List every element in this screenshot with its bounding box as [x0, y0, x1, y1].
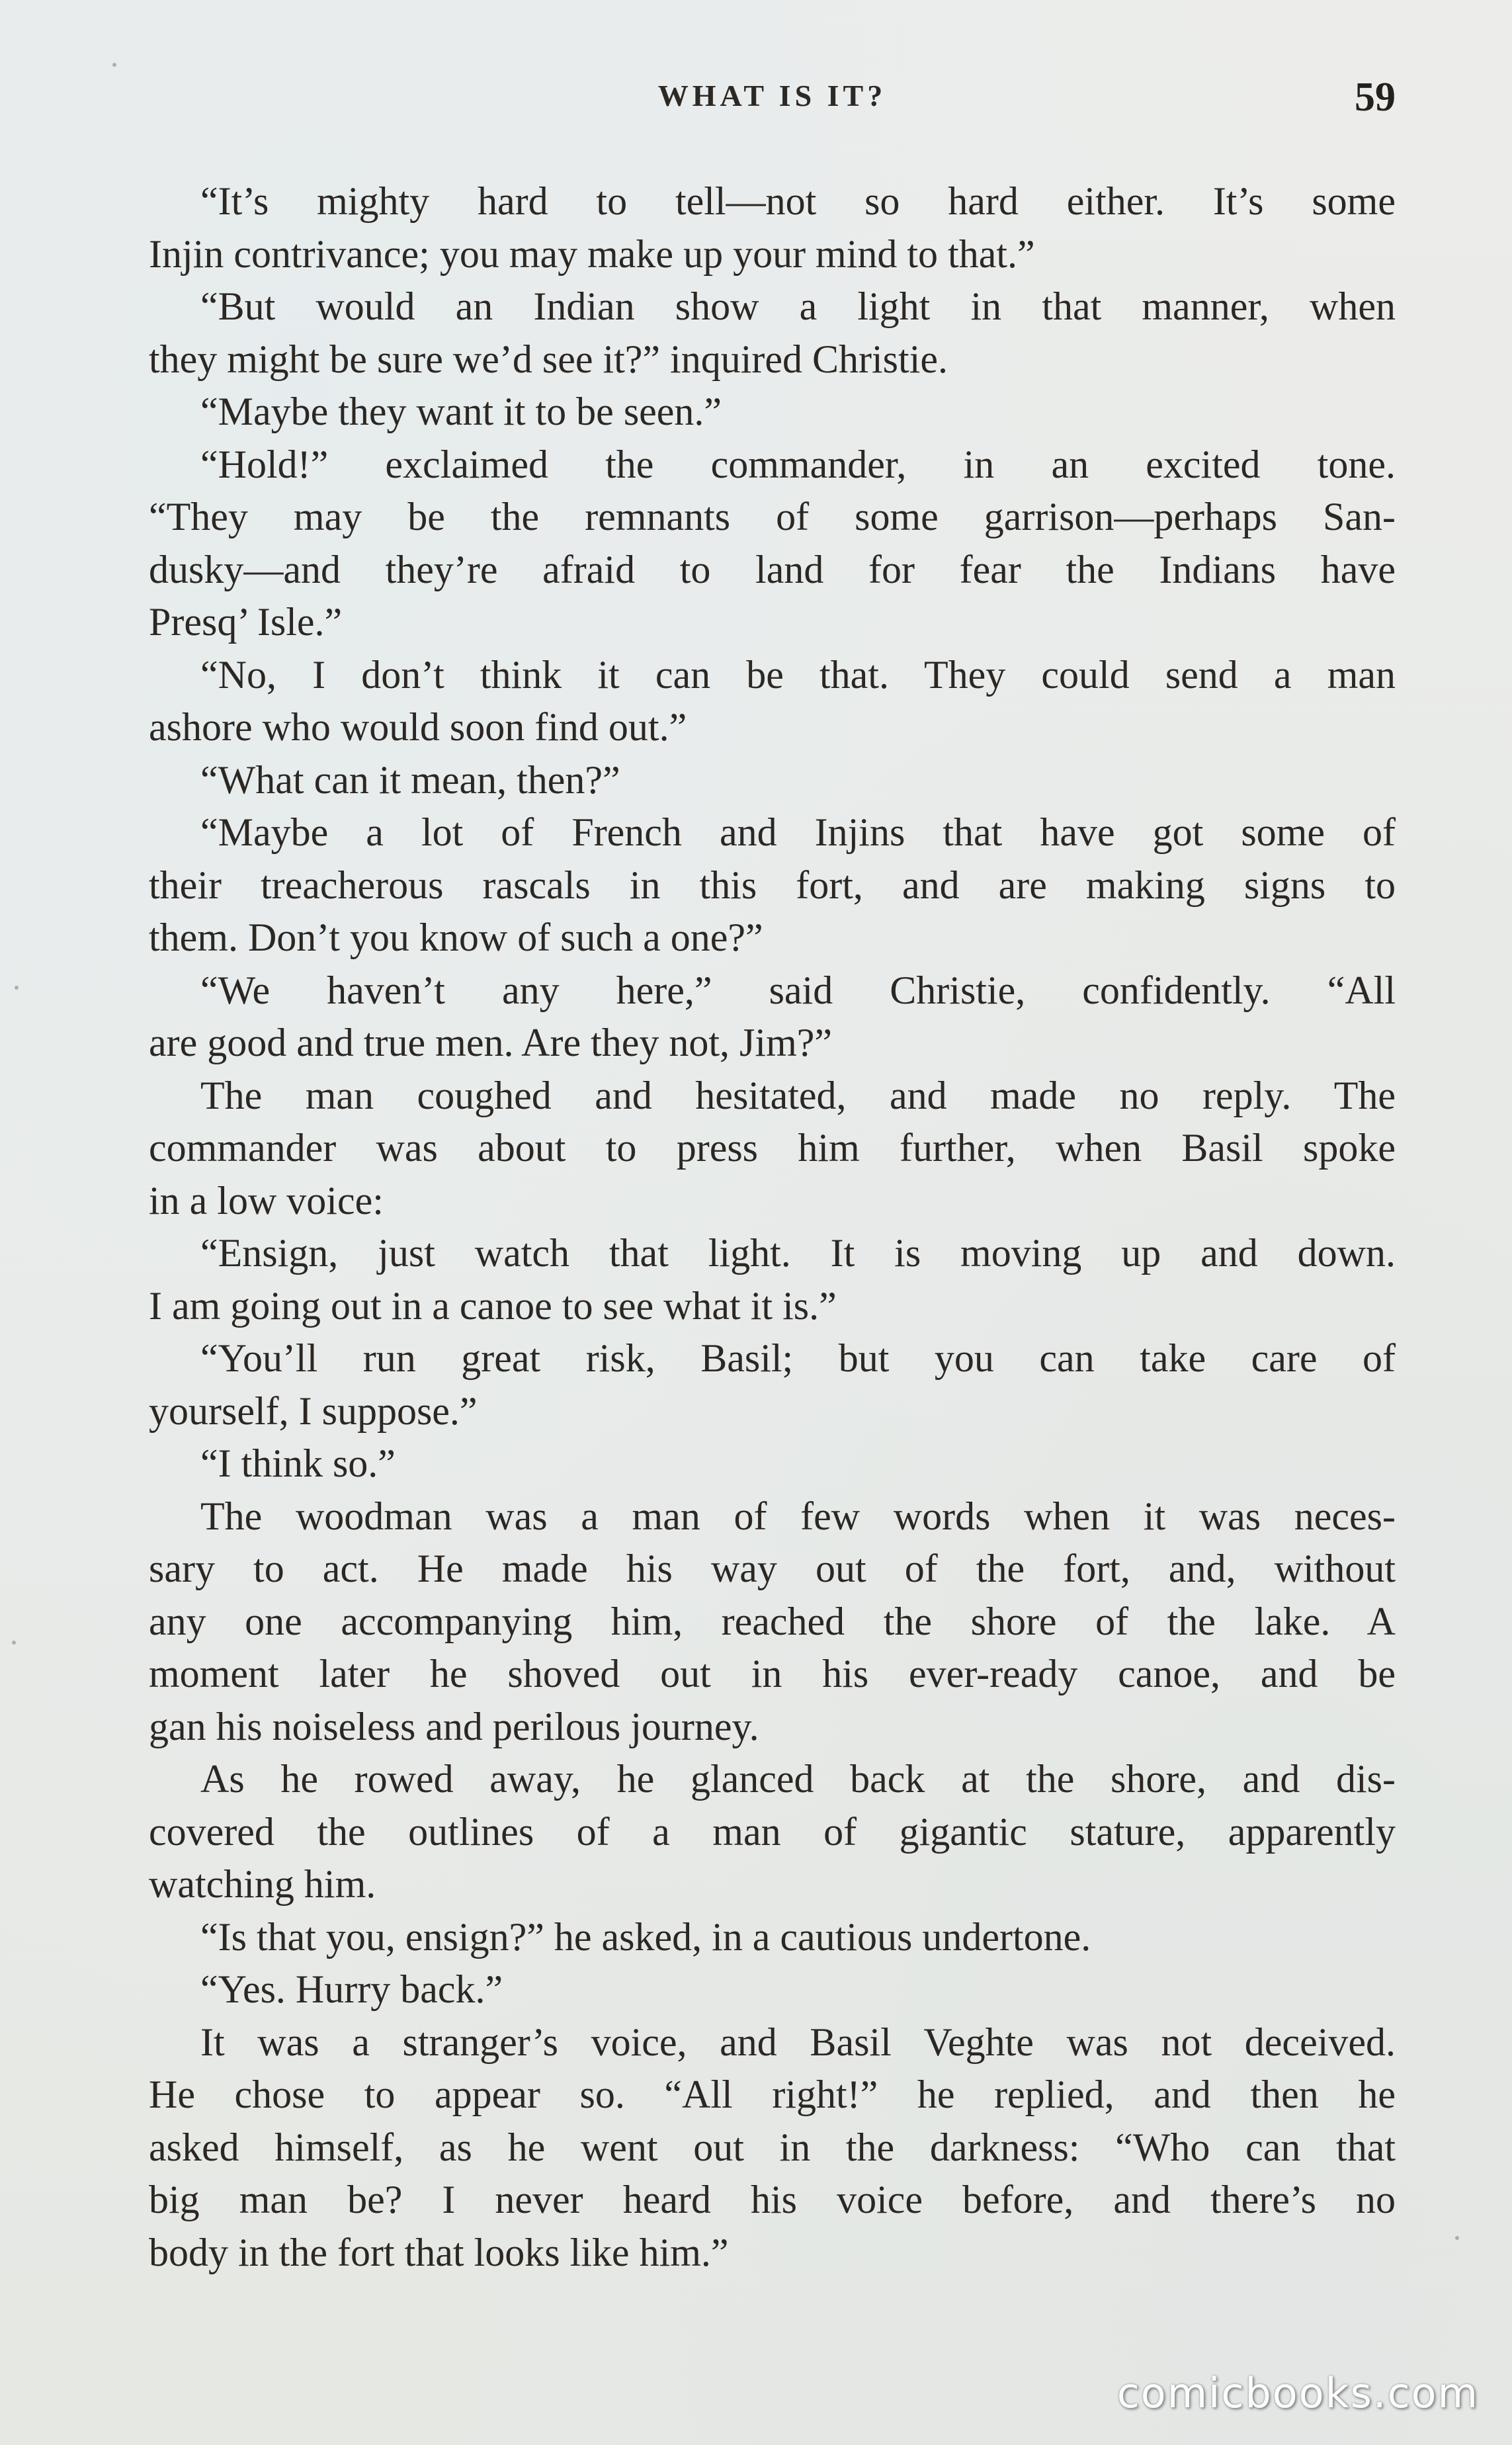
- text-line: “Maybe a lot of French and Injins that have got some of: [200, 810, 1396, 854]
- text-line: are good and true men. Are they not, Jim?”: [149, 1021, 833, 1064]
- text-line: gan his noiseless and perilous journey.: [149, 1704, 759, 1748]
- text-line: big man be? I never heard his voice before, and there’s no: [149, 2178, 1396, 2221]
- text-line: moment later he shoved out in his ever-ready canoe, and be: [149, 1652, 1396, 1695]
- text-line: watching him.: [149, 1862, 376, 1906]
- text-line: Presq’ Isle.”: [149, 600, 343, 644]
- text-line: dusky—and they’re afraid to land for fear the Indians have: [149, 547, 1396, 591]
- text-line: “Is that you, ensign?” he asked, in a cautious undertone.: [200, 1914, 1091, 1959]
- text-line: they might be sure we’d see it?” inquired Christie.: [149, 337, 948, 381]
- text-line: commander was about to press him further, when Basil spoke: [149, 1126, 1396, 1170]
- text-line: It was a stranger’s voice, and Basil Veghte was not deceived.: [200, 2020, 1396, 2064]
- text-line: “No, I don’t think it can be that. They could send a man: [200, 652, 1396, 697]
- paper-speck: [1455, 2236, 1459, 2240]
- text-line: covered the outlines of a man of gigantic stature, apparently: [149, 1809, 1396, 1854]
- text-line: He chose to appear so. “All right!” he replied, and then he: [149, 2073, 1396, 2116]
- text-line: in a low voice:: [149, 1178, 384, 1222]
- text-line: “Ensign, just watch that light. It is moving up and down.: [200, 1231, 1396, 1275]
- text-line: yourself, I suppose.”: [149, 1389, 478, 1433]
- text-line: “They may be the remnants of some garrison—perhaps San-: [149, 495, 1396, 538]
- text-line: As he rowed away, he glanced back at the shore, and dis-: [200, 1757, 1396, 1801]
- text-line: their treacherous rascals in this fort, and are making signs to: [149, 863, 1396, 907]
- text-line: any one accompanying him, reached the shore of the lake. A: [149, 1599, 1396, 1643]
- running-head: WHAT IS IT?: [657, 79, 887, 112]
- paper-speck: [15, 986, 19, 990]
- text-line: them. Don’t you know of such a one?”: [149, 916, 763, 959]
- text-line: ashore who would soon find out.”: [149, 705, 687, 749]
- text-line: “You’ll run great risk, Basil; but you can take care of: [200, 1336, 1396, 1380]
- text-line: “We haven’t any here,” said Christie, confidently. “All: [200, 968, 1396, 1012]
- text-line: sary to act. He made his way out of the fort, and, without: [149, 1547, 1396, 1590]
- body-text: [149, 175, 1396, 2279]
- paper-speck: [112, 63, 116, 67]
- text-line: “Hold!” exclaimed the commander, in an excited tone.: [200, 442, 1396, 486]
- paper-speck: [12, 1641, 16, 1645]
- text-line: “It’s mighty hard to tell—not so hard either. It’s some: [200, 179, 1396, 223]
- text-line: “Maybe they want it to be seen.”: [200, 390, 722, 433]
- page-number: 59: [1355, 75, 1396, 120]
- text-line: “What can it mean, then?”: [200, 757, 620, 802]
- text-line: The man coughed and hesitated, and made no reply. The: [200, 1073, 1396, 1117]
- text-line: I am going out in a canoe to see what it is.”: [149, 1283, 837, 1328]
- watermark: comicbooks.com: [1116, 2369, 1479, 2417]
- text-line: “Yes. Hurry back.”: [200, 1967, 503, 2011]
- text-line: Injin contrivance; you may make up your mind to that.”: [149, 232, 1035, 276]
- text-line: asked himself, as he went out in the darkness: “Who can that: [149, 2125, 1396, 2169]
- text-line: “I think so.”: [200, 1441, 396, 1485]
- page-header: [149, 75, 1396, 131]
- text-line: The woodman was a man of few words when it was neces-: [200, 1494, 1396, 1538]
- text-line: “But would an Indian show a light in that manner, when: [200, 284, 1396, 328]
- text-line: body in the fort that looks like him.”: [149, 2230, 729, 2274]
